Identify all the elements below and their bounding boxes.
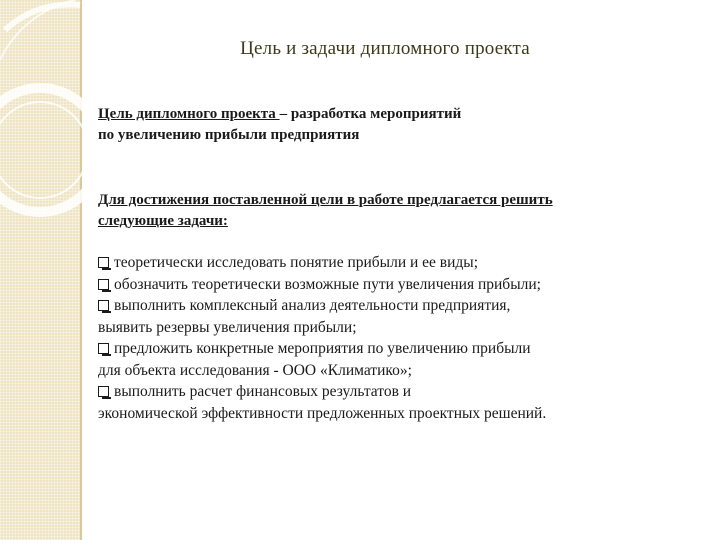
checkbox-bullet-icon xyxy=(98,343,109,354)
task-item xyxy=(98,381,698,424)
task-text: теоретически исследовать понятие прибыли и ее виды; xyxy=(114,254,479,271)
task-list xyxy=(98,252,698,424)
task-line xyxy=(98,252,698,274)
task-line-continued: экономической эффективности предложенных проектных решений. xyxy=(98,404,547,422)
task-item xyxy=(98,295,698,338)
goal-paragraph xyxy=(98,104,698,146)
goal-text: – разработка мероприятий xyxy=(279,106,462,122)
goal-line-2: по увеличению прибыли предприятия xyxy=(98,127,360,143)
task-text: предложить конкретные мероприятия по увеличению прибыли xyxy=(114,340,531,357)
task-line xyxy=(98,338,698,360)
task-line-continued: выявить резервы увеличения прибыли; xyxy=(98,318,357,336)
task-item xyxy=(98,274,698,296)
decorative-sidebar xyxy=(0,0,80,540)
goal-label: Цель дипломного проекта xyxy=(98,106,280,122)
tasks-heading-line-1: Для достижения поставленной цели в работе предлагается решить xyxy=(98,192,553,208)
checkbox-bullet-icon xyxy=(98,279,109,290)
task-item xyxy=(98,252,698,274)
sidebar-divider xyxy=(80,0,82,540)
task-line xyxy=(98,295,698,317)
task-line xyxy=(98,274,698,296)
tasks-heading-line-2: следующие задачи: xyxy=(98,213,228,229)
task-text: выполнить комплексный анализ деятельности предприятия, xyxy=(114,297,511,314)
goal-line-1 xyxy=(98,104,698,125)
task-line xyxy=(98,381,698,403)
tasks-heading xyxy=(98,190,698,232)
task-text: выполнить расчет финансовых результатов и xyxy=(114,383,412,400)
checkbox-bullet-icon xyxy=(98,386,109,397)
page-title: Цель и задачи дипломного проекта xyxy=(240,38,530,59)
checkbox-bullet-icon xyxy=(98,300,109,311)
task-text: обозначить теоретически возможные пути увеличения прибыли; xyxy=(114,275,541,293)
checkbox-bullet-icon xyxy=(98,257,109,268)
task-item xyxy=(98,338,698,381)
task-line-continued: для объекта исследования - ООО «Климатико»; xyxy=(98,361,412,379)
